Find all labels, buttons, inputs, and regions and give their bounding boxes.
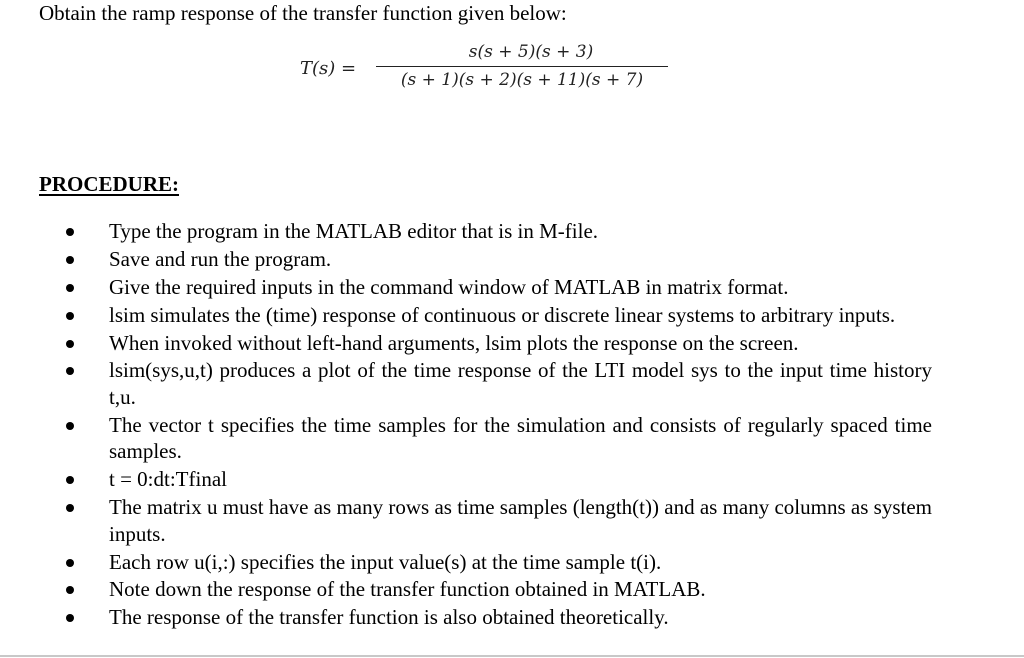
problem-statement: Obtain the ramp response of the transfer function given below: <box>39 1 567 25</box>
bullet-icon <box>66 367 74 375</box>
bullet-icon <box>66 614 74 622</box>
procedure-step <box>0 494 932 547</box>
equation-denominator: (s + 1)(s + 2)(s + 11)(s + 7) <box>400 70 644 90</box>
procedure-step <box>0 466 932 493</box>
bullet-icon <box>66 228 74 236</box>
procedure-list <box>0 218 1024 632</box>
bullet-icon <box>66 284 74 292</box>
step-text: lsim(sys,u,t) produces a plot of the time response of the LTI model sys to the input time history t,u. <box>109 358 932 409</box>
procedure-step <box>0 549 932 576</box>
step-text: Give the required inputs in the command window of MATLAB in matrix format. <box>109 274 789 299</box>
page-bottom-divider <box>0 655 1024 657</box>
bullet-icon <box>66 340 74 348</box>
procedure-heading: PROCEDURE: <box>39 172 179 196</box>
step-text: Save and run the program. <box>109 246 332 271</box>
bullet-icon <box>66 559 74 567</box>
step-text: Each row u(i,:) specifies the input value(s) at the time sample t(i). <box>109 549 662 574</box>
step-text: t = 0:dt:Tfinal <box>109 467 227 492</box>
step-text: When invoked without left-hand arguments, lsim plots the response on the screen. <box>109 330 799 355</box>
bullet-icon <box>66 422 74 430</box>
bullet-icon <box>66 586 74 594</box>
procedure-step <box>0 330 932 357</box>
step-text: The response of the transfer function is also obtained theoretically. <box>109 605 669 630</box>
procedure-step <box>0 604 932 631</box>
bullet-icon <box>66 476 74 484</box>
equation-lhs: T(s) = <box>300 58 357 79</box>
procedure-step <box>0 412 932 465</box>
procedure-step <box>0 357 932 410</box>
step-text: The matrix u must have as many rows as time samples (length(t)) and as many columns as system inputs. <box>109 495 932 546</box>
bullet-icon <box>66 256 74 264</box>
equation-numerator: s(s + 5)(s + 3) <box>468 42 594 62</box>
procedure-step <box>0 218 932 245</box>
bullet-icon <box>66 312 74 320</box>
procedure-step <box>0 302 932 329</box>
procedure-step <box>0 274 932 301</box>
equation-fraction <box>376 40 668 93</box>
step-text: The vector t specifies the time samples for the simulation and consists of regularly spaced time samples. <box>109 412 932 464</box>
step-text: Note down the response of the transfer function obtained in MATLAB. <box>109 577 706 602</box>
step-text: lsim simulates the (time) response of continuous or discrete linear systems to arbitrary inputs. <box>109 302 896 327</box>
procedure-step <box>0 246 932 273</box>
bullet-icon <box>66 504 74 512</box>
step-text: Type the program in the MATLAB editor that is in M-file. <box>109 219 599 243</box>
procedure-step <box>0 576 932 603</box>
